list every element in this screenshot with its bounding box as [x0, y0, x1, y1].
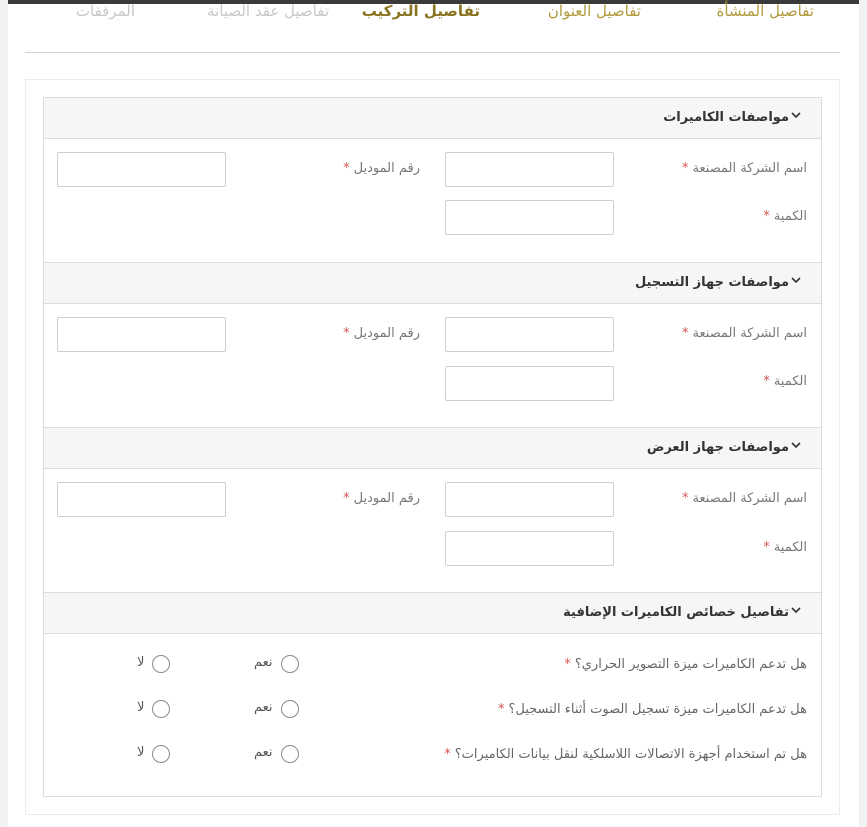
tab-installation-details[interactable]: تفاصيل التركيب — [361, 2, 480, 20]
section-recorder-header[interactable] — [44, 262, 821, 304]
tab-facility-details[interactable]: تفاصيل المنشأة — [716, 2, 814, 20]
manufacturer-input[interactable] — [445, 317, 614, 352]
yes-label: نعم — [254, 745, 273, 760]
model-input[interactable] — [57, 482, 226, 517]
model-label: رقم الموديل* — [343, 161, 420, 176]
section-title: تفاصيل خصائص الكاميرات الإضافية — [563, 605, 789, 620]
manufacturer-input[interactable] — [445, 482, 614, 517]
no-label: لا — [137, 745, 145, 760]
thermal-no-radio[interactable] — [152, 655, 170, 673]
question-thermal-label: هل تدعم الكاميرات ميزة التصوير الحراري؟* — [564, 657, 807, 672]
question-audio-label: هل تدعم الكاميرات ميزة تسجيل الصوت أثناء التسجيل؟* — [497, 702, 807, 717]
manufacturer-label: اسم الشركة المصنعة* — [682, 326, 807, 341]
wizard-tabs — [8, 0, 859, 30]
quantity-label: الكمية* — [763, 209, 807, 224]
audio-no-radio[interactable] — [152, 700, 170, 718]
section-title: مواصفات الكاميرات — [663, 110, 789, 125]
section-cameras-header[interactable] — [44, 97, 821, 139]
section-camera-features — [43, 592, 822, 797]
manufacturer-input[interactable] — [445, 152, 614, 187]
quantity-input[interactable] — [445, 531, 614, 566]
chevron-down-icon — [791, 110, 801, 120]
quantity-label: الكمية* — [763, 374, 807, 389]
quantity-input[interactable] — [445, 200, 614, 235]
chevron-down-icon — [791, 275, 801, 285]
no-label: لا — [137, 655, 145, 670]
wireless-yes-radio[interactable] — [281, 745, 299, 763]
model-label: رقم الموديل* — [343, 491, 420, 506]
section-title: مواصفات جهاز العرض — [646, 440, 789, 455]
chevron-down-icon — [791, 605, 801, 615]
quantity-input[interactable] — [445, 366, 614, 401]
model-input[interactable] — [57, 317, 226, 352]
section-title: مواصفات جهاز التسجيل — [634, 275, 789, 290]
tab-maintenance-contract[interactable]: تفاصيل عقد الصيانة — [207, 2, 329, 20]
wireless-no-radio[interactable] — [152, 745, 170, 763]
manufacturer-label: اسم الشركة المصنعة* — [682, 161, 807, 176]
yes-label: نعم — [254, 700, 273, 715]
chevron-down-icon — [791, 440, 801, 450]
section-display-header[interactable] — [44, 427, 821, 469]
quantity-label: الكمية* — [763, 540, 807, 555]
section-display — [43, 427, 822, 593]
tabs-divider — [25, 52, 840, 53]
manufacturer-label: اسم الشركة المصنعة* — [682, 491, 807, 506]
section-recorder — [43, 262, 822, 428]
thermal-yes-radio[interactable] — [281, 655, 299, 673]
tab-attachments[interactable]: المرفقات — [75, 2, 135, 20]
page — [8, 0, 859, 827]
no-label: لا — [137, 700, 145, 715]
section-cameras — [43, 97, 822, 263]
yes-label: نعم — [254, 655, 273, 670]
model-input[interactable] — [57, 152, 226, 187]
features-bottom-border — [43, 796, 822, 797]
audio-yes-radio[interactable] — [281, 700, 299, 718]
model-label: رقم الموديل* — [343, 326, 420, 341]
section-features-header[interactable] — [44, 592, 821, 634]
tab-address-details[interactable]: تفاصيل العنوان — [547, 2, 641, 20]
question-wireless-label: هل تم استخدام أجهزة الاتصالات اللاسلكية لنقل بيانات الكاميرات؟* — [444, 747, 807, 762]
